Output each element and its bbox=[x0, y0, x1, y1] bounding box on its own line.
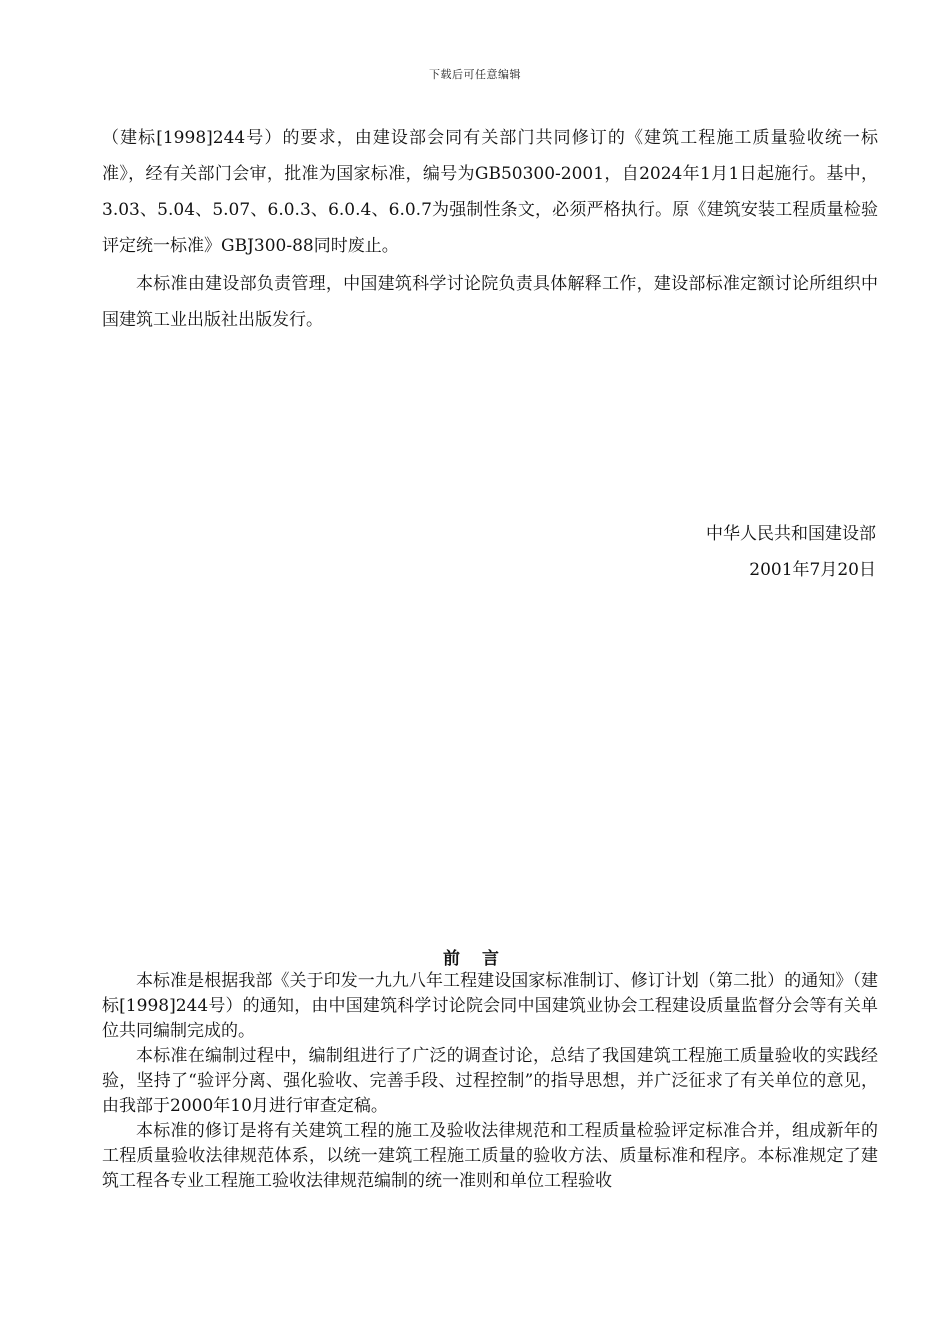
page-header: 下载后可任意编辑 bbox=[429, 68, 521, 81]
signature-date: 2001年7月20日 bbox=[749, 560, 876, 580]
foreword-paragraph: 本标准的修订是将有关建筑工程的施工及验收法律规范和工程质量检验评定标准合并，组成新年的工程质量验收法律规范体系，以统一建筑工程施工质量的验收方法、质量标准和程序。本标准规定了建筑工程各专业工程施工验收法律规范编制的统一准则和单位工程验收 bbox=[102, 1121, 878, 1191]
foreword-title: 前 言 bbox=[443, 949, 507, 969]
foreword-paragraph: 本标准是根据我部《关于印发一九九八年工程建设国家标准制订、修订计划（第二批）的通知》（建标[1998]244号）的通知，由中国建筑科学讨论院会同中国建筑业协会工程建设质量监督分会等有关单位共同编制完成的。 bbox=[102, 971, 878, 1041]
announcement-paragraph: （建标[1998]244号）的要求，由建设部会同有关部门共同修订的《建筑工程施工质量验收统一标准》，经有关部门会审，批准为国家标准，编号为GB50300-2001，自2024年1月1日起施行。基中，3.03、5.04、5.07、6.0.3、6.0.4、6.0.7为强制性条文，必须严格执行。原《建筑安装工程质量检验评定统一标准》GBJ300-88同时废止。 bbox=[102, 128, 878, 256]
signature-organization: 中华人民共和国建设部 bbox=[706, 524, 876, 544]
foreword-paragraph: 本标准在编制过程中，编制组进行了广泛的调查讨论，总结了我国建筑工程施工质量验收的实践经验，坚持了“验评分离、强化验收、完善手段、过程控制”的指导思想，并广泛征求了有关单位的意见，由我部于2000年10月进行审查定稿。 bbox=[102, 1046, 878, 1116]
foreword-body bbox=[102, 969, 878, 1194]
announcement-paragraph: 本标准由建设部负责管理，中国建筑科学讨论院负责具体解释工作，建设部标准定额讨论所组织中国建筑工业出版社出版发行。 bbox=[102, 274, 878, 330]
